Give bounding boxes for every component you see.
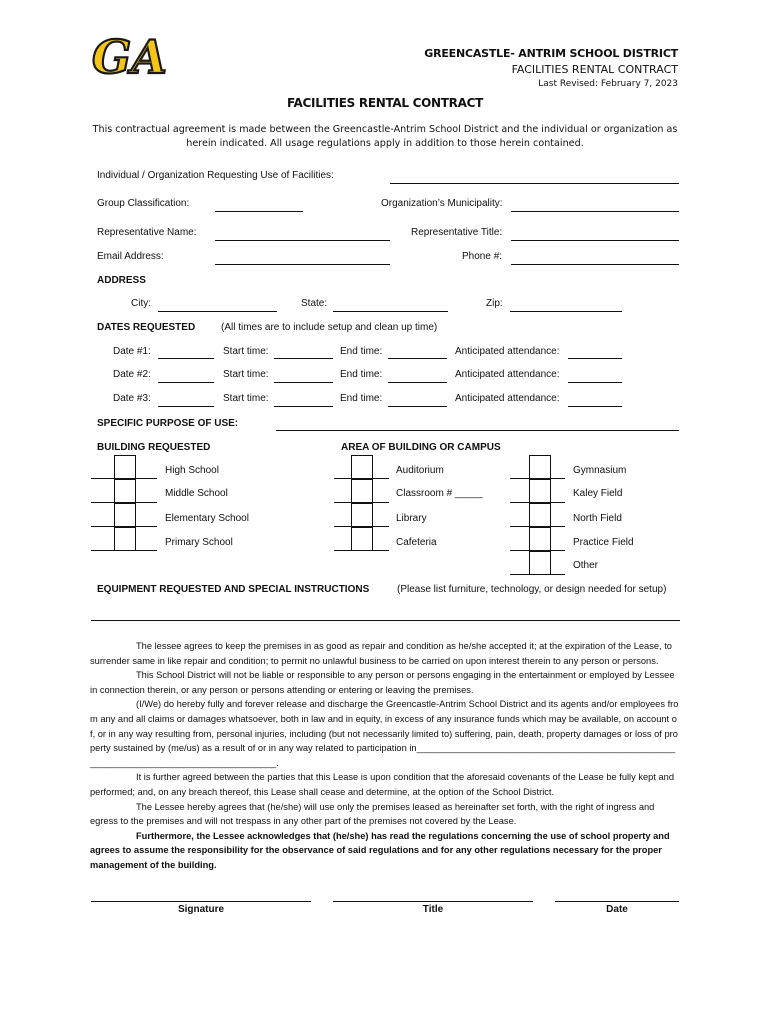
org-requesting-label: Individual / Organization Requesting Use of Facilities: bbox=[97, 170, 334, 181]
phone-label: Phone #: bbox=[462, 251, 503, 262]
email-label: Email Address: bbox=[97, 251, 164, 262]
attendance-2-label: Anticipated attendance: bbox=[455, 369, 560, 380]
start-1-field[interactable] bbox=[274, 358, 333, 359]
equipment-note: (Please list furniture, technology, or design needed for setup) bbox=[397, 584, 667, 595]
gymnasium-label: Gymnasium bbox=[573, 465, 627, 476]
equipment-field[interactable] bbox=[91, 620, 680, 621]
purpose-label: SPECIFIC PURPOSE OF USE: bbox=[97, 418, 239, 429]
rep-title-label: Representative Title: bbox=[411, 227, 503, 238]
terms-p2: This School District will not be liable or responsible to any person or persons engaging in the entertainment or employed by Lessee in connection therein, or any person or persons attending or entering or leaving the premises. bbox=[90, 670, 675, 695]
terms-p6: Furthermore, the Lessee acknowledges that (he/she) has read the regulations concerning the use of school property and agrees to assume the responsibility for the observance of said regulations and for any other regulations necessary for the proper management of the building. bbox=[90, 830, 670, 870]
date-field[interactable] bbox=[555, 901, 679, 902]
classroom-label: Classroom # _____ bbox=[396, 488, 483, 499]
intro-line-2: herein indicated. All usage regulations apply in addition to those herein contained. bbox=[186, 138, 584, 149]
org-requesting-field[interactable] bbox=[390, 183, 679, 184]
attendance-3-label: Anticipated attendance: bbox=[455, 393, 560, 404]
primary-school-label: Primary School bbox=[165, 537, 233, 548]
date-2-field[interactable] bbox=[158, 382, 214, 383]
start-1-label: Start time: bbox=[223, 346, 269, 357]
equipment-heading: EQUIPMENT REQUESTED AND SPECIAL INSTRUCTIONS bbox=[97, 584, 370, 595]
middle-school-label: Middle School bbox=[165, 488, 228, 499]
zip-field[interactable] bbox=[510, 311, 622, 312]
north-field-label: North Field bbox=[573, 513, 622, 524]
date-3-label: Date #3: bbox=[113, 393, 151, 404]
rep-name-field[interactable] bbox=[215, 240, 390, 241]
zip-label: Zip: bbox=[486, 298, 503, 309]
state-field[interactable] bbox=[333, 311, 448, 312]
state-label: State: bbox=[301, 298, 328, 309]
checkbox-elementary-school[interactable] bbox=[114, 503, 136, 527]
dates-note: (All times are to include setup and clean up time) bbox=[221, 322, 438, 333]
checkbox-primary-school[interactable] bbox=[114, 527, 136, 551]
terms-p1: The lessee agrees to keep the premises in as good as repair and condition as he/she accepted it; at the expiration of the Lease, to surrender same in like repair and condition; to permit no unlawful business to be carried on upon interest therein to any person or persons. bbox=[90, 641, 672, 666]
logo-text: GA bbox=[92, 30, 167, 84]
terms-text bbox=[90, 639, 680, 873]
rep-title-field[interactable] bbox=[511, 240, 679, 241]
signature-field[interactable] bbox=[91, 901, 311, 902]
terms-p4: It is further agreed between the parties that this Lease is upon condition that the aforesaid covenants of the Lease be fully kept and performed; and, on any breach thereof, this Lease shall cease and determine, at the option of the School District. bbox=[90, 772, 675, 797]
end-2-field[interactable] bbox=[388, 382, 447, 383]
checkbox-practice-field[interactable] bbox=[529, 527, 551, 551]
intro-line-1: This contractual agreement is made between the Greencastle-Antrim School District and the individual or organization as bbox=[92, 124, 678, 135]
group-class-label: Group Classification: bbox=[97, 198, 190, 209]
attendance-2-field[interactable] bbox=[568, 382, 622, 383]
practice-field-label: Practice Field bbox=[573, 537, 634, 548]
terms-p3: (I/We) do hereby fully and forever release and discharge the Greencastle-Antrim School District and its agents and/or employees from any and all claims or damages whatsoever, both in law and in equity, in excess of any insurance funds which may be available, on account of, or in any way resulting from, personal injuries, including (but not necessarily limited to) suffering, pain, death, property damages or loss of property sustained by (me/us) as a result of or in any way related to participation in______________________________________________________________________________________. bbox=[90, 699, 679, 768]
rep-name-label: Representative Name: bbox=[97, 227, 197, 238]
city-label: City: bbox=[131, 298, 151, 309]
start-2-field[interactable] bbox=[274, 382, 333, 383]
checkbox-auditorium[interactable] bbox=[351, 455, 373, 479]
date-1-field[interactable] bbox=[158, 358, 214, 359]
checkbox-high-school[interactable] bbox=[114, 455, 136, 479]
date-3-field[interactable] bbox=[158, 406, 214, 407]
attendance-1-label: Anticipated attendance: bbox=[455, 346, 560, 357]
attendance-3-field[interactable] bbox=[568, 406, 622, 407]
org-municipality-field[interactable] bbox=[511, 211, 679, 212]
checkbox-middle-school[interactable] bbox=[114, 479, 136, 503]
page-title: FACILITIES RENTAL CONTRACT bbox=[287, 96, 483, 110]
end-2-label: End time: bbox=[340, 369, 383, 380]
checkbox-other[interactable] bbox=[529, 551, 551, 575]
end-1-label: End time: bbox=[340, 346, 383, 357]
auditorium-label: Auditorium bbox=[396, 465, 444, 476]
attendance-1-field[interactable] bbox=[568, 358, 622, 359]
revised-date: Last Revised: February 7, 2023 bbox=[538, 79, 678, 89]
elementary-school-label: Elementary School bbox=[165, 513, 249, 524]
kaley-field-label: Kaley Field bbox=[573, 488, 623, 499]
purpose-field[interactable] bbox=[276, 430, 679, 431]
date-2-label: Date #2: bbox=[113, 369, 151, 380]
terms-p5: The Lessee hereby agrees that (he/she) will use only the premises leased as hereinafter set forth, with the right of ingress and egress to the premises and will not trespass in any other part of the premises not covered by the Lease. bbox=[90, 801, 655, 827]
checkbox-cafeteria[interactable] bbox=[351, 527, 373, 551]
start-3-field[interactable] bbox=[274, 406, 333, 407]
doc-type: FACILITIES RENTAL CONTRACT bbox=[511, 63, 678, 76]
date-label: Date bbox=[606, 904, 628, 915]
checkbox-classroom[interactable] bbox=[351, 479, 373, 503]
address-heading: ADDRESS bbox=[97, 275, 146, 286]
high-school-label: High School bbox=[165, 465, 219, 476]
title-label: Title bbox=[422, 904, 444, 915]
library-label: Library bbox=[396, 513, 427, 524]
date-1-label: Date #1: bbox=[113, 346, 151, 357]
other-label: Other bbox=[573, 560, 599, 571]
end-1-field[interactable] bbox=[388, 358, 447, 359]
checkbox-kaley-field[interactable] bbox=[529, 479, 551, 503]
dates-heading: DATES REQUESTED bbox=[97, 322, 196, 333]
end-3-label: End time: bbox=[340, 393, 383, 404]
area-heading: AREA OF BUILDING OR CAMPUS bbox=[341, 442, 501, 453]
district-logo bbox=[90, 27, 167, 84]
start-2-label: Start time: bbox=[223, 369, 269, 380]
checkbox-gymnasium[interactable] bbox=[529, 455, 551, 479]
signature-label: Signature bbox=[177, 904, 225, 915]
title-field[interactable] bbox=[333, 901, 533, 902]
start-3-label: Start time: bbox=[223, 393, 269, 404]
city-field[interactable] bbox=[158, 311, 277, 312]
cafeteria-label: Cafeteria bbox=[396, 537, 437, 548]
building-heading: BUILDING REQUESTED bbox=[97, 442, 211, 453]
org-municipality-label: Organization’s Municipality: bbox=[381, 198, 503, 209]
checkbox-north-field[interactable] bbox=[529, 503, 551, 527]
email-field[interactable] bbox=[215, 264, 390, 265]
group-class-field[interactable] bbox=[215, 211, 303, 212]
district-name: GREENCASTLE- ANTRIM SCHOOL DISTRICT bbox=[424, 47, 678, 60]
checkbox-library[interactable] bbox=[351, 503, 373, 527]
end-3-field[interactable] bbox=[388, 406, 447, 407]
phone-field[interactable] bbox=[511, 264, 679, 265]
